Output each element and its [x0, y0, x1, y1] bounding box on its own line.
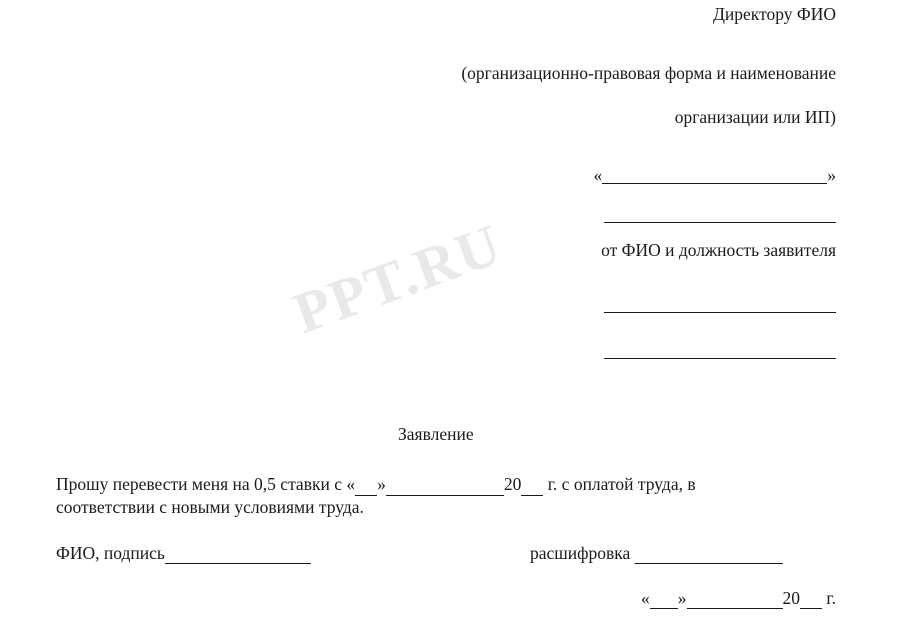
applicant-line: от ФИО и должность заявителя — [601, 240, 836, 260]
blank-rule-1[interactable] — [604, 222, 836, 223]
date-quote-open: « — [641, 588, 650, 608]
date-day-underline[interactable] — [650, 595, 678, 609]
body-part1: Прошу перевести меня на 0,5 ставки с — [56, 474, 347, 494]
signature-right — [530, 543, 783, 564]
date-month-underline[interactable] — [687, 595, 783, 609]
org-form-line: (организационно-правовая форма и наименование организации или ИП) — [461, 62, 836, 128]
month-underline[interactable] — [386, 482, 504, 496]
addressee-line: Директору ФИО — [712, 4, 836, 24]
blank-rule-3[interactable] — [604, 358, 836, 359]
date-year-prefix: 20 — [782, 588, 801, 608]
quote-open: « — [593, 164, 603, 185]
quote-close: » — [827, 164, 836, 185]
document-title: Заявление — [398, 424, 474, 444]
organization-name-field[interactable] — [366, 164, 836, 185]
document-body — [56, 473, 835, 520]
watermark-text: PPT.RU — [285, 211, 511, 346]
body-part3: соответствии с новыми условиями труда. — [56, 497, 364, 518]
date-year-underline[interactable] — [800, 595, 822, 609]
day-underline[interactable] — [355, 482, 377, 496]
date-quote-close: » — [677, 588, 687, 608]
signature-left-label: ФИО, подпись — [56, 543, 165, 563]
signature-left — [56, 543, 311, 564]
body-year-prefix: 20 — [503, 474, 522, 494]
body-quote-close: » — [377, 474, 386, 494]
date-row — [641, 588, 836, 609]
document-header — [366, 6, 836, 208]
blank-rule-2[interactable] — [604, 312, 836, 313]
body-part2: г. с оплатой труда, в — [543, 474, 696, 494]
signature-right-label: расшифровка — [530, 543, 631, 563]
body-quote-open: « — [346, 474, 356, 494]
date-suffix: г. — [822, 588, 836, 608]
signature-underline[interactable] — [165, 550, 311, 564]
organization-name-underline[interactable] — [602, 169, 827, 184]
year-underline[interactable] — [521, 482, 543, 496]
decoding-underline[interactable] — [635, 550, 783, 564]
